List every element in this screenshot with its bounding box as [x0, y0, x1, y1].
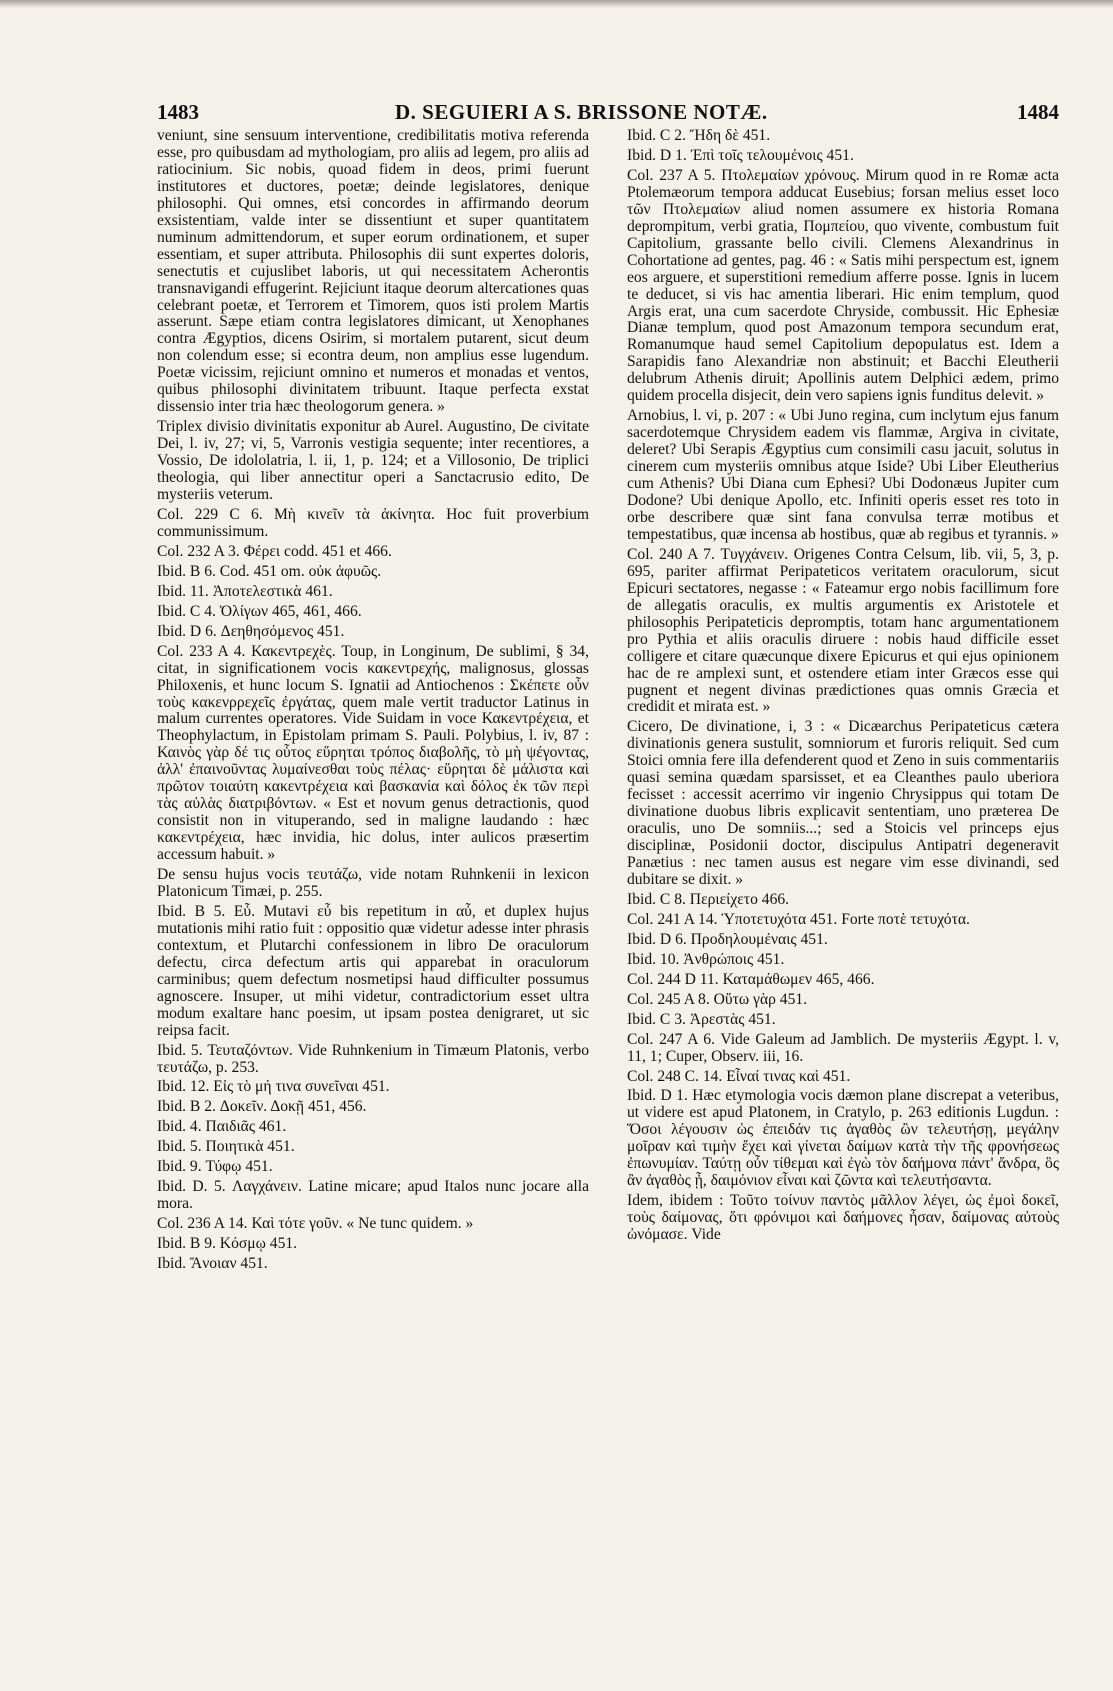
paragraph: De sensu hujus vocis τευτάζω, vide notam Ruhnkenii in lexicon Platonicum Timæi, p. 255.: [157, 866, 589, 900]
note-entry: Ibid. C 4. Ὀλίγων 465, 461, 466.: [157, 602, 362, 620]
running-title: D. SEGUIERI A S. BRISSONE NOTÆ.: [395, 100, 768, 124]
note-entry: Col. 236 A 14. Καὶ τότε γοῦν. « Ne tunc quidem. »: [157, 1215, 474, 1233]
note-entry: Col. 229 C 6. Μὴ κινεῖν τὰ ἀκίνητα. Hoc fuit proverbium communissimum.: [157, 505, 589, 540]
note-entry: Ibid. 10. Ἀνθρώποις 451.: [627, 950, 785, 968]
note-entry: Ibid. 9. Τύφῳ 451.: [157, 1158, 273, 1176]
note-entry: Ibid. D 6. Δεηθησόμενος 451.: [157, 622, 345, 640]
note-entry: Col. 247 A 6. Vide Galeum ad Jamblich. De mysteriis Ægypt. l. v, 11, 1; Cuper, Observ. iii, 16.: [627, 1030, 1059, 1065]
note-entry: Ibid. B 6. Cod. 451 om. οὐκ ἀφυῶς.: [157, 562, 382, 580]
running-header: [157, 100, 1059, 126]
note-entry: Col. 244 D 11. Καταμάθωμεν 465, 466.: [627, 970, 875, 988]
note-entry: Ibid. B 9. Κόσμῳ 451.: [157, 1235, 298, 1253]
note-entry: Ibid. C 2. Ἤδη δὲ 451.: [627, 127, 771, 144]
note-entry: Col. 245 A 8. Οὕτω γὰρ 451.: [627, 990, 808, 1008]
note-entry: Ibid. D. 5. Λαγχάνειν. Latine micare; apud Italos nunc jocare alla mora.: [157, 1178, 589, 1213]
page-number-right: 1484: [1017, 100, 1059, 124]
note-entry: Ibid. 12. Εἰς τὸ μή τινα συνεῖναι 451.: [157, 1078, 390, 1096]
note-entry: Ibid. D 1. Hæc etymologia vocis dæmon plane discrepat a veteribus, ut videre est apud Platonem, in Cratylo, p. 263 editionis Lugdun. : Ὅσοι λέγουσιν ὡς ἐπειδάν τις ἀγαθὸς ὢν τελευτήσῃ, μεγάλην μοῖραν καὶ τιμὴν ἔχει καὶ γίνεται δαίμων κατὰ τὴν τῆς φρονήσεως ἐπωνυμίαν. Ταύτῃ οὖν τίθεμαι καὶ ἐγὼ τὸν δαήμονα πάντ' ἄνδρα, ὃς ἂν ἀγαθὸς ᾖ, δαιμόνιον εἶναι καὶ ζῶντα καὶ τελευτήσαντα.: [627, 1087, 1059, 1190]
note-entry: Ibid. 4. Παιδιᾶς 461.: [157, 1118, 287, 1136]
note-entry: Ibid. Ἄνοιαν 451.: [157, 1255, 268, 1273]
paragraph: Cicero, De divinatione, i, 3 : « Dicæarchus Peripateticus cætera divinationis genera sustulit, somniorum et furoris reliquit. Sed cum Stoici omnia fere illa defenderent quod et Zeno in suis commentariis quasi semina quædam sparsisset, et ea Cleanthes paulo uberiora fecisset : accessit acerrimo vir ingenio Chrysippus qui totam De divinatione duobus libris explicavit sententiam, uno præterea De oraculis, uno De somniis...; sed a Stoicis vel princeps ejus disciplinæ, Posidonii doctor, discipulus Antipatri degeneravit Panætius : nec tamen ausus est negare vim esse divinandi, sed dubitare se dixit. »: [627, 718, 1059, 888]
note-entry: Ibid. C 8. Περιείχετο 466.: [627, 890, 790, 908]
note-entry: Ibid. C 3. Ἀρεστὰς 451.: [627, 1010, 776, 1028]
note-entry: Col. 233 A 4. Κακεντρεχὲς. Toup, in Longinum, De sublimi, § 34, citat, in significationem vocis κακεντρεχής, malignosus, glossas Philoxenis, et hunc locum S. Ignatii ad Antiochenos : Σκέπετε οὖν τοὺς κακενρρεχεῖς ἐργάτας, quem male vertit traductor Latinus in malum currentes operatores. Vide Suidam in voce Κακεντρέχεια, et Theophylactum, in Epistolam primam S. Pauli. Polybius, l. iv, 87 : Καινὸς γὰρ δέ τις οὗτος εὕρηται τρόπος διαβολῆς, τὸ μὴ ψέγοντας, ἀλλ' ἐπαινοῦντας λυμαίνεσθαι τοὺς πέλας· εὕρηται δὲ μάλιστα καὶ πρῶτον τοιαύτη κακεντρέχεια καὶ βασκανία καὶ δόλος ἐκ τῶν περὶ τὰς αὐλὰς διατριβόντων. « Est et novum genus detractionis, quod consistit non in vituperando, sed in maligne laudando : hæc κακεντρέχεια, hæc invidia, hic dolus, inter aulicos præsertim accessum habuit. »: [157, 642, 589, 864]
note-entry: Col. 241 A 14. Ὑποτετυχότα 451. Forte ποτὲ τετυχότα.: [627, 910, 970, 928]
scan-edge-shadow: [0, 0, 1113, 8]
note-entry: Col. 232 A 3. Φέρει codd. 451 et 466.: [157, 542, 392, 560]
note-entry: Ibid. 11. Ἀποτελεστικὰ 461.: [157, 582, 333, 600]
paragraph: Idem, ibidem : Τοῦτο τοίνυν παντὸς μᾶλλον λέγει, ὡς ἐμοὶ δοκεῖ, τοὺς δαίμονας, ὅτι φρόνιμοι καὶ δαήμονες ἦσαν, δαίμονας αὐτοὺς ὠνόμασε. Vide: [627, 1192, 1059, 1244]
note-entry: Ibid. B 5. Εὖ. Mutavi εὖ bis repetitum in αὖ, et duplex hujus mutationis mihi ratio fuit : oppositio quæ videtur adesse inter phrasis contextum, et Plutarchi confessionem in libro De oraculorum defectu, circa defectum artis qui apparebat in oraculorum carminibus; quem defectum nosmetipsi haud difficulter possumus agnoscere. Insuper, ut mihi videtur, contradictorium esset ultra modum exaltare hanc poesim, ut ipsam postea denigraret, ut sic reipsa facit.: [157, 902, 589, 1039]
note-entry: Ibid. B 2. Δοκεῖν. Δοκῇ 451, 456.: [157, 1098, 367, 1116]
note-entry: Ibid. D 1. Ἐπὶ τοῖς τελουμένοις 451.: [627, 146, 854, 164]
note-entry: Col. 248 C. 14. Εἶναί τινας καὶ 451.: [627, 1067, 851, 1085]
paragraph: Triplex divisio divinitatis exponitur ab Aurel. Augustino, De civitate Dei, l. iv, 27; vi, 5, Varronis vestigia sequente; inter recentiores, a Vossio, De idololatria, l. ii, 1, p. 124; et a Villosonio, De triplici theologia, qui liber annectitur operi a Sanctacrusio edito, De mysteriis veterum.: [157, 418, 589, 504]
note-entry: Ibid. 5. Ποιητικὰ 451.: [157, 1138, 295, 1156]
note-entry: Col. 240 A 7. Τυγχάνειν. Origenes Contra Celsum, lib. vii, 5, 3, p. 695, pariter affirmat Peripateticos veritatem oraculorum, sicut Epicuri sectatores, negasse : « Fateamur ergo nobis facillimum fore de allegatis oraculis, ex multis argumentis ex Aristotele et philosophis Peripateticis depromptis, totam hanc argumentationem pro Pythia et aliis oraculis diruere : nobis haud difficile esset colligere et citare quæcunque dixere Epicurus et qui ejus opinionem hac de re amplexi sunt, et ostendere etiam inter Græcos esse qui pugnent et negent divinas prædictiones quas omnis Græcia et credidit et mirata est. »: [627, 545, 1059, 716]
page-number-left: 1483: [157, 100, 199, 124]
note-entry: Ibid. 5. Τευταζόντων. Vide Ruhnkenium in Timæum Platonis, verbo τευτάζω, p. 253.: [157, 1041, 589, 1076]
left-column: [157, 128, 589, 1273]
paragraph: Arnobius, l. vi, p. 207 : « Ubi Juno regina, cum inclytum ejus fanum sacerdotemque Chrysidem eadem vis flammæ, Argiva in civitate, deleret? Ubi Serapis Ægyptius cum consimili casu jacuit, solutus in cinerem cum mysteriis omnibus atque Iside? Ubi Liber Eleutherius cum Athenis? Ubi Diana cum Ephesi? Ubi Dodonæus Jupiter cum Dodone? Ubi denique Apollo, etc. Infiniti operis esset res toto in orbe describere quæ sint fana convulsa terræ motibus et tempestatibus, quæ incensa ab hostibus, quæ ab regibus et tyrannis. »: [627, 407, 1059, 543]
right-column: [627, 128, 1059, 1244]
note-entry: Col. 237 A 5. Πτολεμαίων χρόνους. Mirum quod in re Romæ acta Ptolemæorum tempora adducat Eusebius; forsan melius esset loco τῶν Πτολεμαίων aliud nomen assumere ex historia Romana deprompitum, verbi gratia, Πομπείου, quo vivente, combustum fuit Capitolium, grassante bello civili. Clemens Alexandrinus in Cohortatione ad gentes, pag. 46 : « Satis mihi perspectum est, ignem eos arguere, et superstitioni remedium afferre posse. Ignis in lucem te deducet, si vis hac amentia liberari. Hic enim templum, quod Argis erat, una cum sacerdote Chryside, combussit. Hic Ephesiæ Dianæ templum, quod post Amazonum tempora secundum erat, Romanumque haud semel Capitolium depopulatus est. Idem a Sarapidis fano Alexandriæ non abstinuit; et Bacchi Eleutherii delubrum Athenis diruit; Apollinis autem Delphici ædem, primo quidem procella disjecit, dein vero sapiens ignis funditus delevit. »: [627, 166, 1059, 405]
paragraph: veniunt, sine sensuum interventione, credibilitatis motiva referenda esse, pro quibusdam ad mythologiam, pro aliis ad legem, pro aliis ad ratiocinium. Sic nobis, quoad fidem in deos, primi fuerunt institutores et ductores, poetæ; deinde legislatores, denique philosophi. Qui omnes, etsi concordes in affirmando deorum exsistentiam, valde inter se dissentiunt et super quantitatem numinum admittendorum, et super eorum ordinationem, et super essentiam, et super attributa. Philosophis dii sunt expertes doloris, senectutis et cujuslibet laboris, ut qui necessitatem Acherontis transnavigandi effugerint. Rejiciunt itaque deorum altercationes quas celebrant poetæ, et Terrorem et Timorem, quos isti prolem Martis asserunt. Sæpe etiam contra legislatores dimicant, ut Xenophanes contra Ægyptios, dicens Osirim, si mortalem putarent, sicut deum non colendum esse; si econtra deum, non amplius esse lugendum. Poetæ vicissim, rejiciunt omnino et numeros et monadas et ventos, quibus philosophi divinitatem tribuunt. Itaque perfecta exstat dissensio inter tria hæc theologorum genera. »: [157, 127, 589, 416]
note-entry: Ibid. D 6. Προδηλουμέναις 451.: [627, 930, 828, 948]
